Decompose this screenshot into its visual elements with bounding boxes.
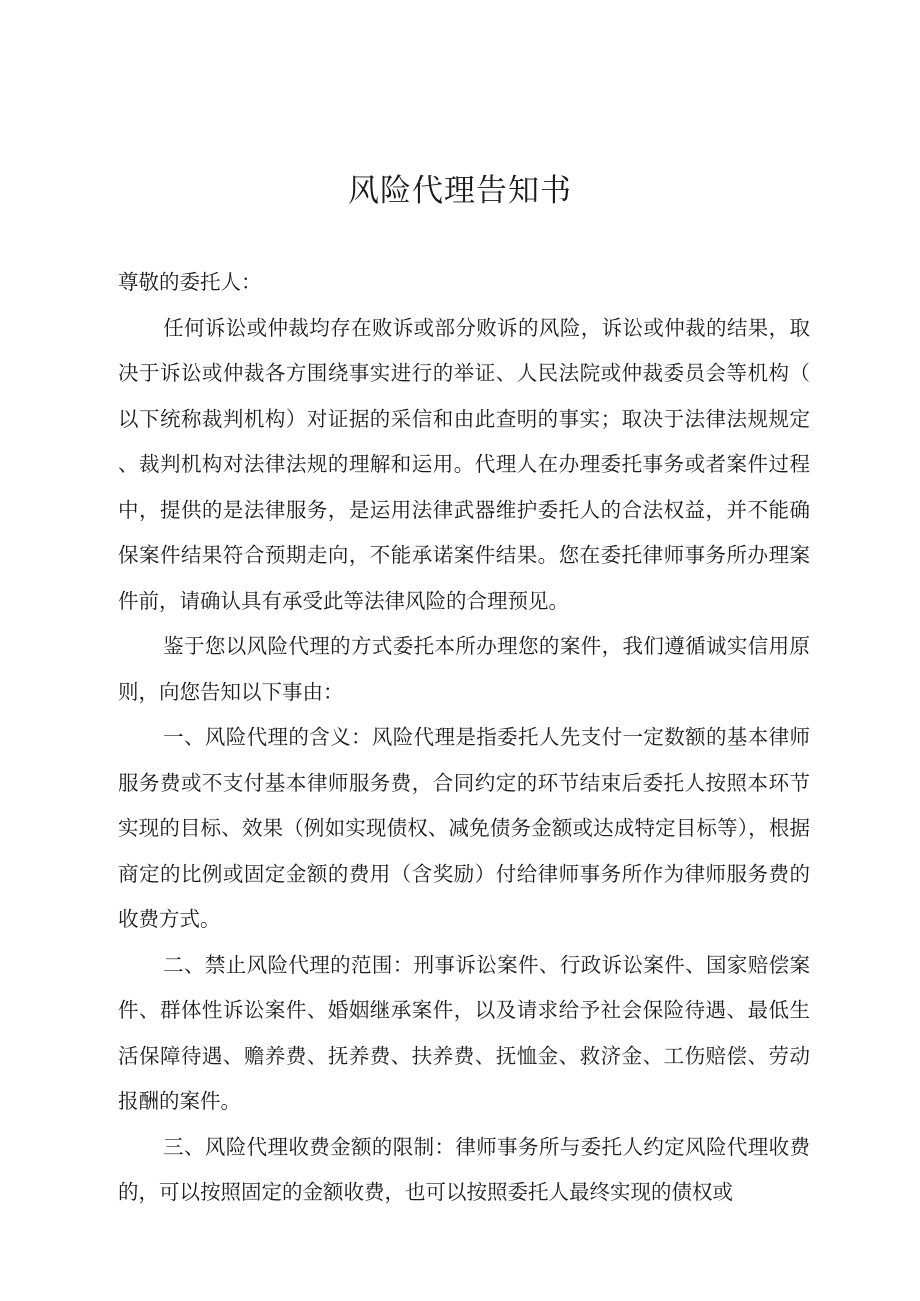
- document-body: [118, 260, 810, 1216]
- paragraph-risk-statement: 任何诉讼或仲裁均存在败诉或部分败诉的风险，诉讼或仲裁的结果，取决于诉讼或仲裁各方围绕事实进行的举证、人民法院或仲裁委员会等机构（以下统称裁判机构）对证据的采信和由此查明的事实；取决于法律法规规定、裁判机构对法律法规的理解和运用。代理人在办理委托事务或者案件过程中，提供的是法律服务，是运用法律武器维护委托人的合法权益，并不能确保案件结果符合预期走向，不能承诺案件结果。您在委托律师事务所办理案件前，请确认具有承受此等法律风险的合理预见。: [118, 315, 810, 613]
- paragraph-notice-intro: 鉴于您以风险代理的方式委托本所办理您的案件，我们遵循诚实信用原则，向您告知以下事由：: [118, 634, 810, 704]
- paragraph-fee-limit: 三、风险代理收费金额的限制：律师事务所与委托人约定风险代理收费的，可以按照固定的金额收费，也可以按照委托人最终实现的债权或: [118, 1134, 810, 1204]
- paragraph-definition: 一、风险代理的含义：风险代理是指委托人先支付一定数额的基本律师服务费或不支付基本律师服务费，合同约定的环节结束后委托人按照本环节实现的目标、效果（例如实现债权、减免债务金额或达成特定目标等），根据商定的比例或固定金额的费用（含奖励）付给律师事务所作为律师服务费的收费方式。: [118, 725, 810, 931]
- salutation: 尊敬的委托人：: [118, 270, 262, 294]
- document-title: 风险代理告知书: [348, 173, 572, 209]
- paragraph-prohibited-scope: 二、禁止风险代理的范围：刑事诉讼案件、行政诉讼案件、国家赔偿案件、群体性诉讼案件、婚姻继承案件，以及请求给予社会保险待遇、最低生活保障待遇、赡养费、抚养费、扶养费、抚恤金、救济金、工伤赔偿、劳动报酬的案件。: [118, 952, 810, 1113]
